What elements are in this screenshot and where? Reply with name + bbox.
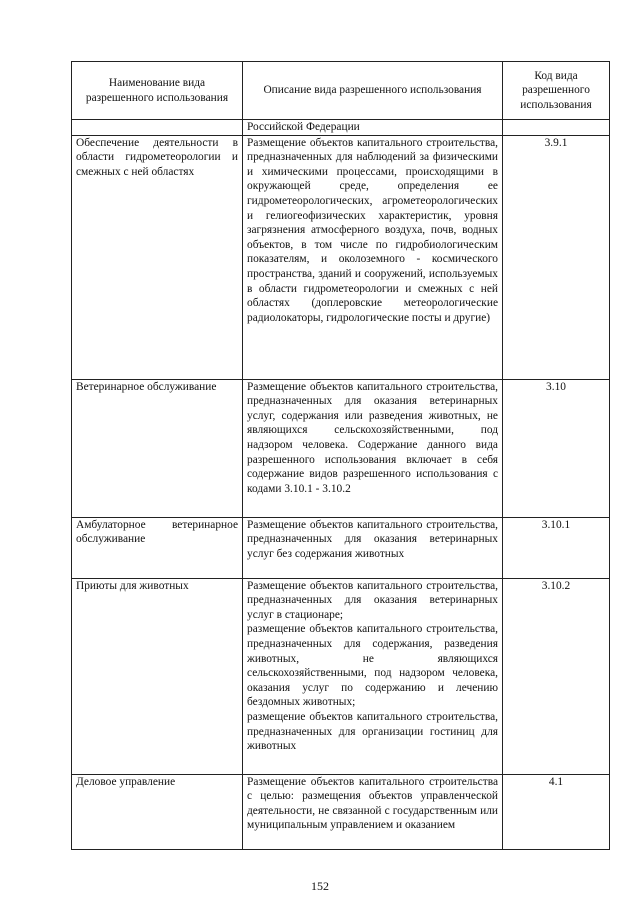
cell-use-code: 3.10.1 xyxy=(503,517,610,578)
table-row xyxy=(72,135,610,379)
table-row xyxy=(72,379,610,517)
table-header-row xyxy=(72,62,610,120)
cell-use-name: Деловое управление xyxy=(72,774,243,849)
cell-use-description: Размещение объектов капитального строительства, предназначенных для наблюдений за физическими и химическими процессами, происходящими в окружающей среде, определения ее гидрометеорологических, агрометеорологических и гелиогеофизических характеристик, уровня загрязнения атмосферного воздуха, почв, водных объектов, в том числе по гидробиологическим показателям, и околоземного - космического пространства, зданий и сооружений, используемых в области гидрометеорологии и смежных с ней областях (доплеровские метеорологические радиолокаторы, гидрологические посты и другие) xyxy=(243,135,503,379)
cell-use-description: Размещение объектов капитального строительства с целью: размещения объектов управленческой деятельности, не связанной с государственным или муниципальным управлением и оказанием xyxy=(243,774,503,849)
cell-empty xyxy=(72,120,243,136)
cell-use-description: Размещение объектов капитального строительства, предназначенных для оказания ветеринарных услуг в стационаре; размещение объектов капитального строительства, предназначенных для содержания, разведения животных, не являющихся сельскохозяйственными, под надзором человека, оказания услуг по содержанию и лечению бездомных животных; размещение объектов капитального строительства, предназначенных для организации гостиниц для животных xyxy=(243,578,503,774)
cell-use-name: Приюты для животных xyxy=(72,578,243,774)
header-name: Наименование вида разрешенного использования xyxy=(72,62,243,120)
cell-use-code: 3.10 xyxy=(503,379,610,517)
cell-use-name: Амбулаторное ветеринарное обслуживание xyxy=(72,517,243,578)
cell-empty xyxy=(503,120,610,136)
header-code: Код вида разрешенного использования xyxy=(503,62,610,120)
header-description: Описание вида разрешенного использования xyxy=(243,62,503,120)
cell-use-description: Размещение объектов капитального строительства, предназначенных для оказания ветеринарных услуг без содержания животных xyxy=(243,517,503,578)
table-row xyxy=(72,517,610,578)
page-number: 152 xyxy=(311,879,329,893)
table-row xyxy=(72,578,610,774)
cell-use-name: Обеспечение деятельности в области гидрометеорологии и смежных с ней областях xyxy=(72,135,243,379)
cell-use-code: 3.9.1 xyxy=(503,135,610,379)
cell-use-code: 4.1 xyxy=(503,774,610,849)
cell-use-code: 3.10.2 xyxy=(503,578,610,774)
cell-use-name: Ветеринарное обслуживание xyxy=(72,379,243,517)
cell-use-description: Размещение объектов капитального строительства, предназначенных для оказания ветеринарных услуг, содержания или разведения животных, не являющихся сельскохозяйственными, под надзором человека. Содержание данного вида разрешенного использования включает в себя содержание видов разрешенного использования с кодами 3.10.1 - 3.10.2 xyxy=(243,379,503,517)
table-row xyxy=(72,774,610,849)
cell-continuation-text: Российской Федерации xyxy=(243,120,503,136)
table-row-continuation xyxy=(72,120,610,136)
land-use-table xyxy=(71,61,610,850)
